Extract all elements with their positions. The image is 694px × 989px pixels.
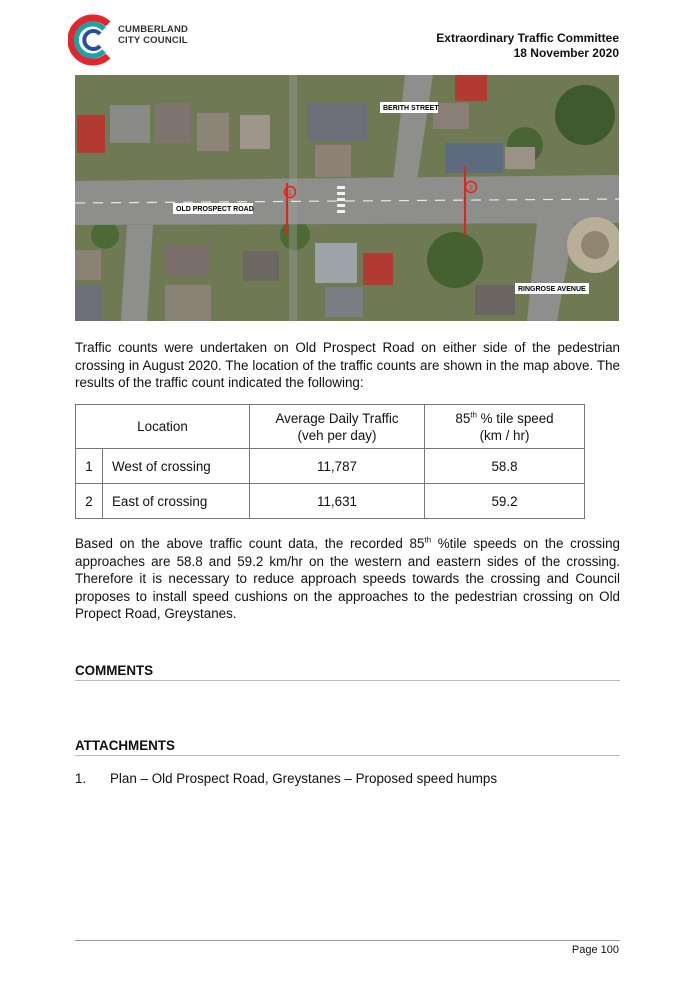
table-row (76, 484, 585, 519)
page-number: Page 100 (571, 944, 619, 956)
council-logo-mark-icon (68, 14, 114, 66)
analysis-paragraph: Based on the above traffic count data, the recorded 85th %tile speeds on the crossing approaches are 58.8 and 59.2 km/hr on the western and eastern sides of the crossing. Therefore it is necessary to reduce approach speeds towards the crossing and Council proposes to install speed cushions on the approaches to the pedestrian crossing on Old Propect Road, Greystanes. (75, 535, 620, 622)
header-average-daily-traffic: Average Daily Traffic (veh per day) (250, 405, 425, 449)
marker-2: 2 (469, 185, 473, 192)
street-label-berith: BERITH STREET (383, 105, 439, 112)
attachment-number: 1. (75, 771, 87, 786)
row-number: 1 (76, 449, 103, 484)
attachment-title: Plan – Old Prospect Road, Greystanes – Proposed speed humps (110, 771, 498, 786)
row-number: 2 (76, 484, 103, 519)
aerial-map (75, 75, 619, 321)
council-name: CUMBERLAND CITY COUNCIL (118, 24, 189, 46)
row-speed: 58.8 (425, 449, 585, 484)
comments-heading: COMMENTS (75, 663, 620, 681)
table-header-row (76, 405, 585, 449)
committee-name: Extraordinary Traffic Committee (436, 31, 619, 45)
row-location: West of crossing (103, 449, 250, 484)
traffic-count-table (75, 404, 585, 519)
header-85th-speed: 85th % tile speed (km / hr) (425, 405, 585, 449)
meeting-date: 18 November 2020 (513, 46, 619, 60)
table-row (76, 449, 585, 484)
attachment-item[interactable] (75, 771, 497, 786)
row-location: East of crossing (103, 484, 250, 519)
council-logo (68, 14, 198, 66)
footer-divider (75, 940, 620, 941)
marker-1: 1 (288, 190, 292, 197)
street-label-old-prospect: OLD PROSPECT ROAD (176, 206, 254, 213)
row-traffic: 11,787 (250, 449, 425, 484)
row-speed: 59.2 (425, 484, 585, 519)
intro-paragraph: Traffic counts were undertaken on Old Prospect Road on either side of the pedestrian crossing in August 2020. The location of the traffic counts are shown in the map above. The results of the traffic count indicated the following: (75, 340, 620, 391)
header-location: Location (76, 405, 250, 449)
street-label-ringrose: RINGROSE AVENUE (518, 286, 586, 293)
row-traffic: 11,631 (250, 484, 425, 519)
attachments-heading: ATTACHMENTS (75, 738, 620, 756)
document-header (436, 31, 619, 61)
